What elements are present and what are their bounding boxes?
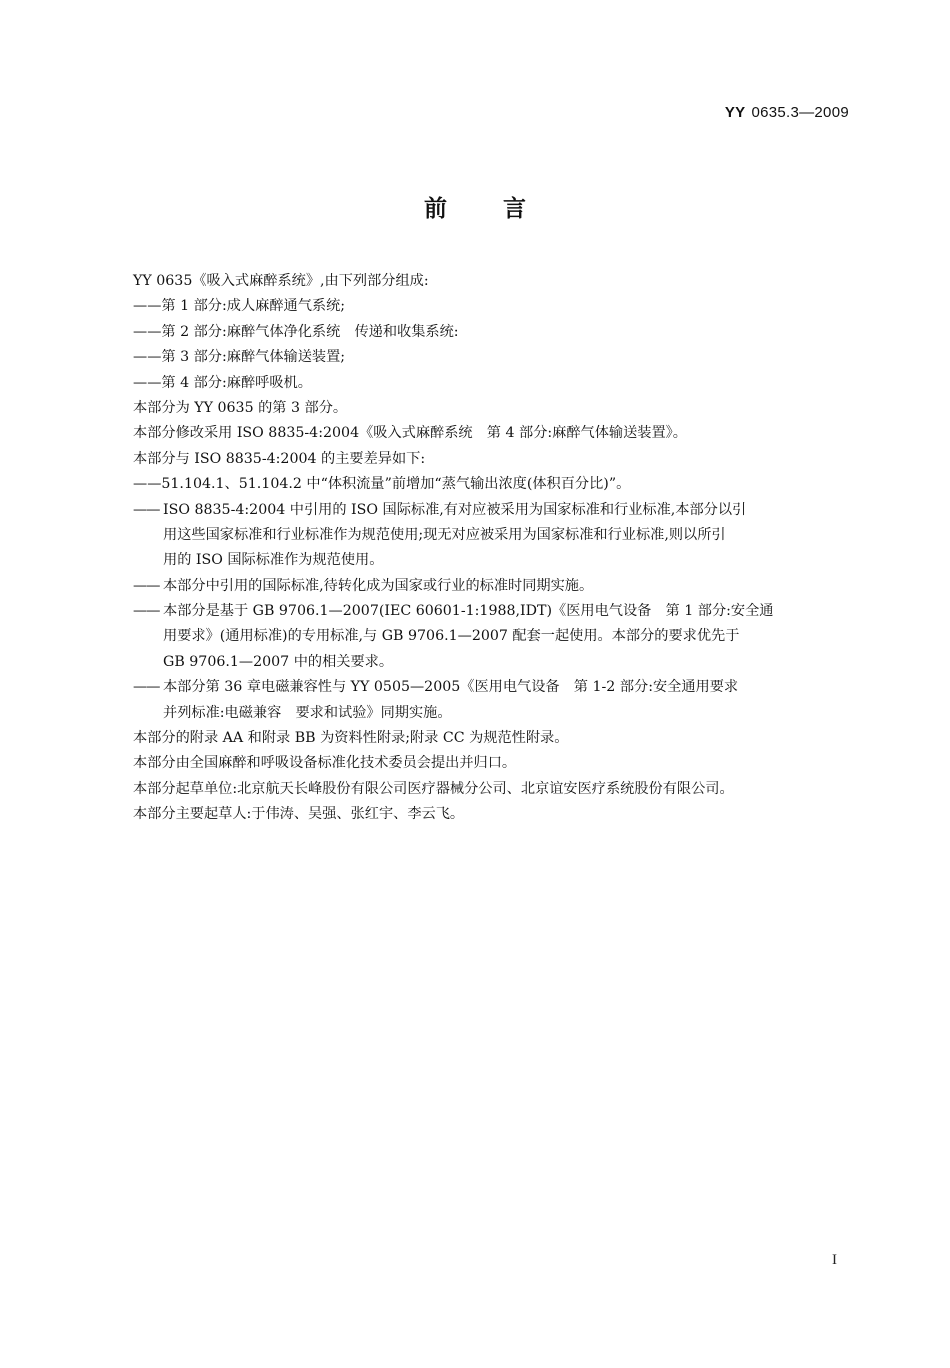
paragraph: ——51.104.1、51.104.2 中“体积流量”前增加“蒸气输出浓度(体积百分比)”。 [133, 476, 631, 493]
paragraph: 本部分与 ISO 8835-4:2004 的主要差异如下: [133, 450, 426, 467]
list-line: ISO 8835-4:2004 中引用的 ISO 国际标准,有对应被采用为国家标准和行业标准,本部分以引 [163, 501, 747, 518]
paragraph: 本部分主要起草人:于伟涛、吴强、张红宇、李云飞。 [133, 806, 465, 823]
list-item [133, 498, 853, 574]
list-line: 用这些国家标准和行业标准作为规范使用;现无对应被采用为国家标准和行业标准,则以所引 [163, 526, 726, 543]
list-line: 本部分是基于 GB 9706.1—2007(IEC 60601-1:1988,IDT)《医用电气设备 第 1 部分:安全通 [163, 603, 774, 620]
page-number: I [832, 1252, 837, 1268]
paragraph: 本部分的附录 AA 和附录 BB 为资料性附录;附录 CC 为规范性附录。 [133, 730, 569, 747]
paragraph: 本部分为 YY 0635 的第 3 部分。 [133, 399, 348, 416]
list-item [133, 675, 853, 726]
paragraph: 本部分修改采用 ISO 8835-4:2004《吸入式麻醉系统 第 4 部分:麻醉气体输送装置》。 [133, 425, 687, 442]
list-dash: —— [133, 679, 160, 696]
list-line: 本部分中引用的国际标准,待转化成为国家或行业的标准时同期实施。 [163, 577, 594, 594]
standard-code-number: 0635.3—2009 [751, 104, 849, 121]
list-line: 用要求》(通用标准)的专用标准,与 GB 9706.1—2007 配套一起使用。本部分的要求优先于 [163, 628, 740, 645]
standard-code [725, 104, 849, 121]
list-line: 用的 ISO 国际标准作为规范使用。 [163, 552, 384, 569]
paragraph: 本部分由全国麻醉和呼吸设备标准化技术委员会提出并归口。 [133, 755, 517, 772]
paragraph: ——第 3 部分:麻醉气体输送装置; [133, 349, 346, 366]
paragraph: ——第 1 部分:成人麻醉通气系统; [133, 298, 346, 315]
list-item [133, 599, 853, 675]
list-line: 本部分第 36 章电磁兼容性与 YY 0505—2005《医用电气设备 第 1-2 部分:安全通用要求 [163, 679, 739, 696]
paragraph: 本部分起草单位:北京航天长峰股份有限公司医疗器械分公司、北京谊安医疗系统股份有限公司。 [133, 780, 734, 797]
paragraph: YY 0635《吸入式麻醉系统》,由下列部分组成: [133, 273, 429, 289]
paragraph: ——第 2 部分:麻醉气体净化系统 传递和收集系统: [133, 323, 459, 340]
standard-code-prefix: YY [724, 104, 746, 121]
page-title: 前言 [424, 196, 582, 222]
list-item [133, 574, 853, 599]
list-line: 并列标准:电磁兼容 要求和试验》同期实施。 [163, 704, 452, 721]
list-dash: —— [133, 603, 160, 620]
paragraph: ——第 4 部分:麻醉呼吸机。 [133, 374, 312, 391]
list-dash: —— [133, 577, 160, 594]
foreword-body [133, 269, 853, 828]
list-dash: —— [133, 501, 160, 518]
list-line: GB 9706.1—2007 中的相关要求。 [163, 653, 394, 670]
